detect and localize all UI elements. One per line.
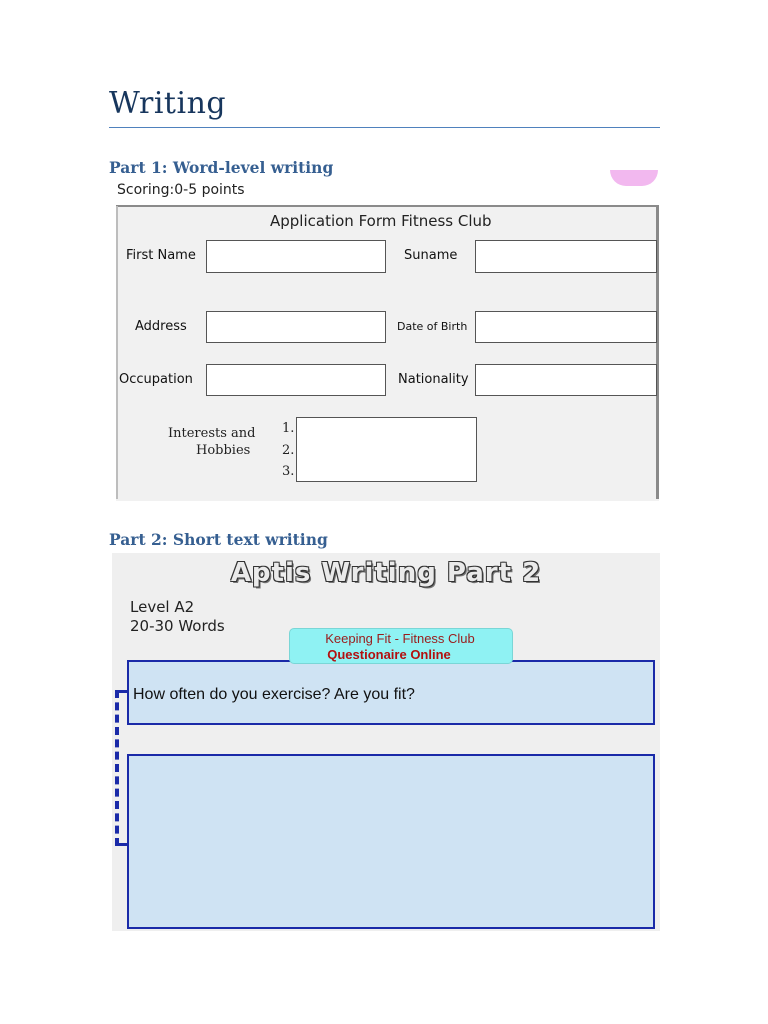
list-number-3: 3. <box>282 464 295 479</box>
surname-field[interactable] <box>475 240 657 273</box>
title-underline <box>109 127 660 128</box>
answer-box[interactable] <box>127 754 655 929</box>
decorative-shape <box>610 170 658 186</box>
word-count-text: 20-30 Words <box>130 617 225 635</box>
interests-field[interactable] <box>296 417 477 482</box>
hobbies-label: Hobbies <box>196 443 251 458</box>
first-name-field[interactable] <box>206 240 386 273</box>
part2-heading: Part 2: Short text writing <box>109 530 328 549</box>
date-of-birth-label: Date of Birth <box>397 320 468 333</box>
occupation-label: Occupation <box>119 372 193 387</box>
form-title: Application Form Fitness Club <box>270 212 492 230</box>
list-number-2: 2. <box>282 443 295 458</box>
form-border-left <box>116 206 118 499</box>
occupation-field[interactable] <box>206 364 386 396</box>
page-title: Writing <box>109 86 227 121</box>
scoring-text: Scoring:0-5 points <box>117 182 245 198</box>
surname-label: Suname <box>404 248 458 263</box>
banner-title: Keeping Fit - Fitness Club <box>325 631 475 646</box>
interests-label: Interests and <box>168 426 256 441</box>
date-of-birth-field[interactable] <box>475 311 657 343</box>
aptis-title: Aptis Writing Part 2 <box>230 558 542 588</box>
nationality-field[interactable] <box>475 364 657 396</box>
nationality-label: Nationality <box>398 372 469 387</box>
banner-subtitle: Questionaire Online <box>327 647 451 662</box>
list-number-1: 1. <box>282 421 295 436</box>
first-name-label: First Name <box>126 248 196 263</box>
address-field[interactable] <box>206 311 386 343</box>
level-text: Level A2 <box>130 598 195 616</box>
dashed-bracket <box>115 690 127 846</box>
question-text: How often do you exercise? Are you fit? <box>133 686 415 703</box>
part1-heading: Part 1: Word-level writing <box>109 158 334 177</box>
address-label: Address <box>135 319 187 334</box>
